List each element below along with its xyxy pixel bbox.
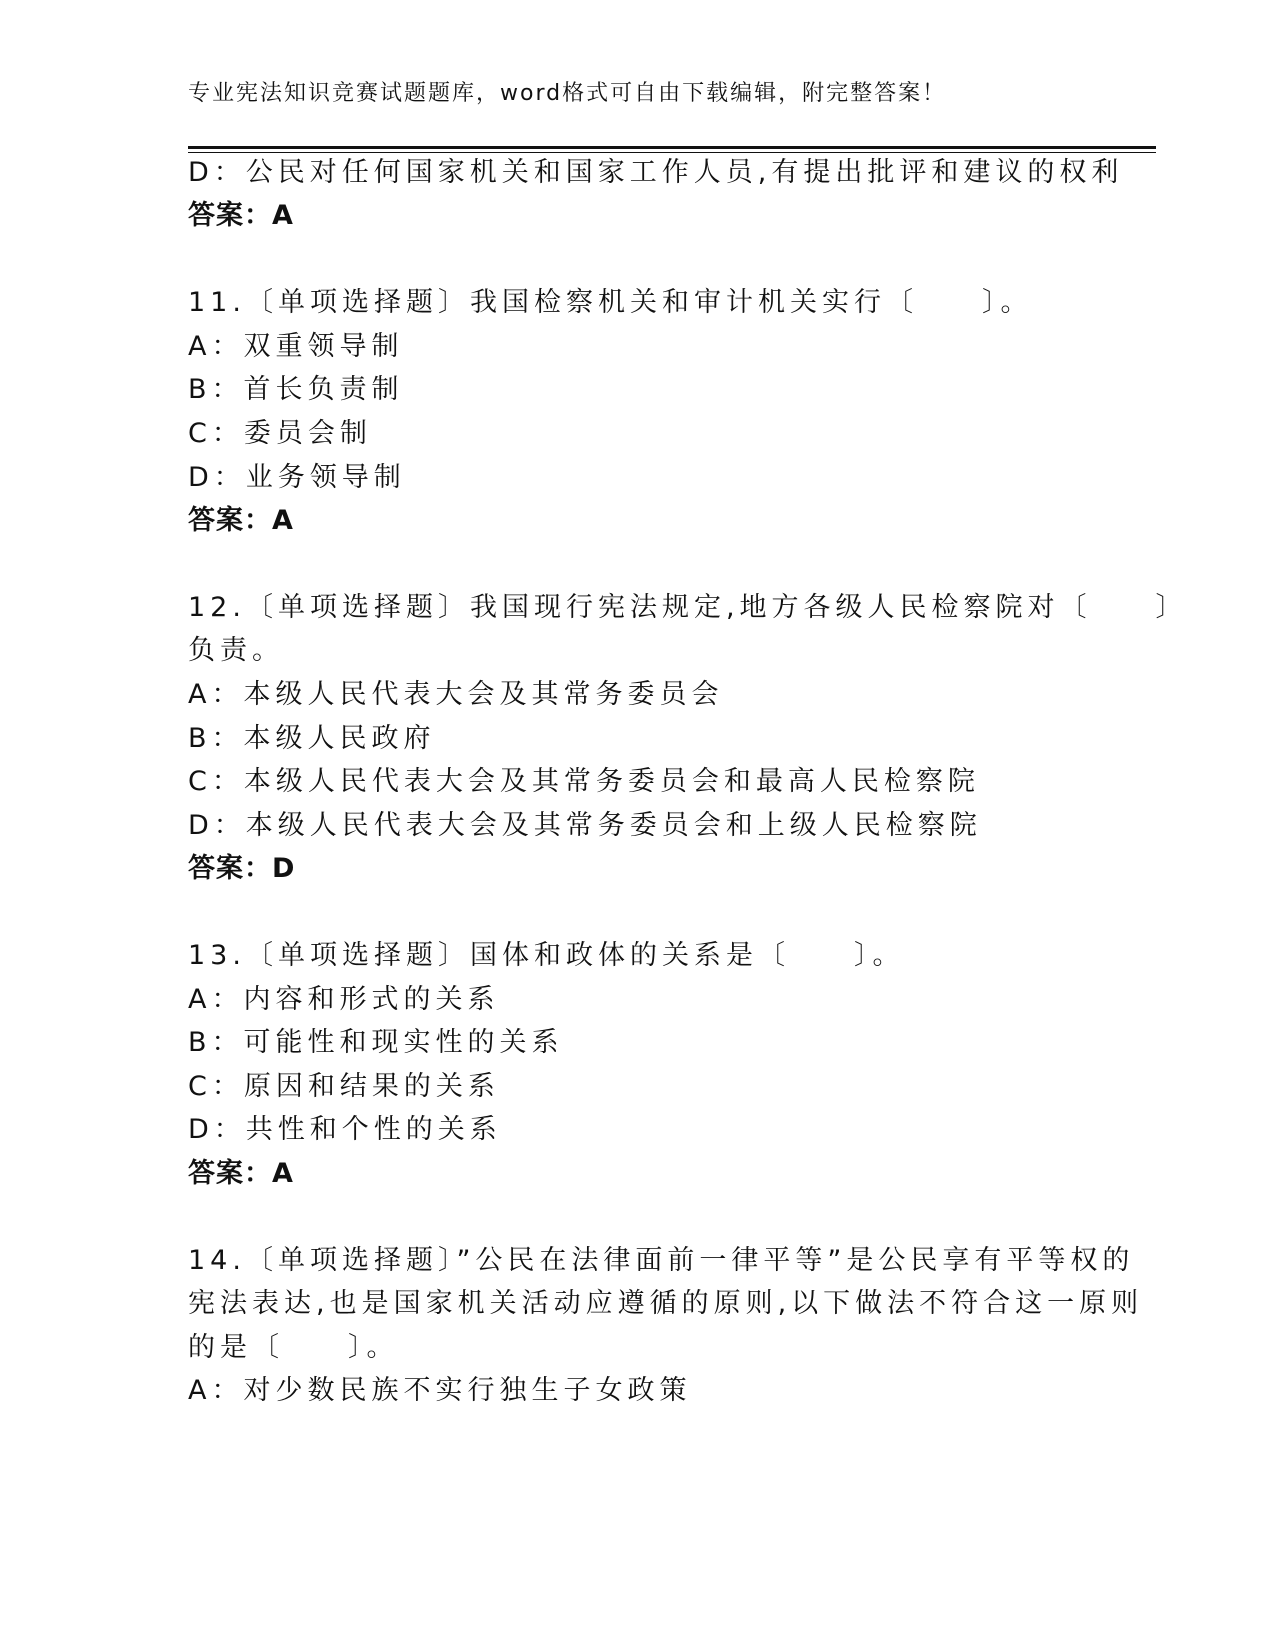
question-stem-continued: 的是〔 〕。 bbox=[188, 1332, 399, 1363]
answer: 答案：A bbox=[188, 1158, 294, 1189]
prev-question-option-d: D：公民对任何国家机关和国家工作人员,有提出批评和建议的权利 bbox=[188, 157, 1124, 188]
question-stem-continued: 负责。 bbox=[188, 635, 284, 666]
option-b: B：首长负责制 bbox=[188, 374, 404, 405]
question-stem: 11.〔单项选择题〕我国检察机关和审计机关实行〔 〕。 bbox=[188, 287, 1033, 318]
header-rule-thick bbox=[188, 146, 1156, 149]
question-stem-continued: 宪法表达,也是国家机关活动应遵循的原则,以下做法不符合这一原则 bbox=[188, 1288, 1144, 1319]
prev-question-answer: 答案：A bbox=[188, 200, 294, 231]
option-d: D：业务领导制 bbox=[188, 462, 406, 493]
option-b: B：可能性和现实性的关系 bbox=[188, 1027, 564, 1058]
question-stem: 13.〔单项选择题〕国体和政体的关系是〔 〕。 bbox=[188, 940, 905, 971]
option-c: C：原因和结果的关系 bbox=[188, 1071, 500, 1102]
header-rule-thin bbox=[188, 152, 1156, 153]
option-c: C：本级人民代表大会及其常务委员会和最高人民检察院 bbox=[188, 766, 980, 797]
option-b: B：本级人民政府 bbox=[188, 723, 436, 754]
answer: 答案：D bbox=[188, 853, 296, 884]
page-header: 专业宪法知识竞赛试题题库，word格式可自由下载编辑，附完整答案！ bbox=[188, 81, 947, 106]
answer: 答案：A bbox=[188, 505, 294, 536]
option-a: A：对少数民族不实行独生子女政策 bbox=[188, 1375, 692, 1406]
option-a: A：双重领导制 bbox=[188, 331, 404, 362]
question-stem: 12.〔单项选择题〕我国现行宪法规定,地方各级人民检察院对〔 〕 bbox=[188, 592, 1188, 623]
option-d: D：共性和个性的关系 bbox=[188, 1114, 502, 1145]
question-stem: 14.〔单项选择题〕”公民在法律面前一律平等”是公民享有平等权的 bbox=[188, 1245, 1135, 1276]
option-a: A：内容和形式的关系 bbox=[188, 984, 500, 1015]
option-d: D：本级人民代表大会及其常务委员会和上级人民检察院 bbox=[188, 810, 982, 841]
option-c: C：委员会制 bbox=[188, 418, 372, 449]
option-a: A：本级人民代表大会及其常务委员会 bbox=[188, 679, 724, 710]
